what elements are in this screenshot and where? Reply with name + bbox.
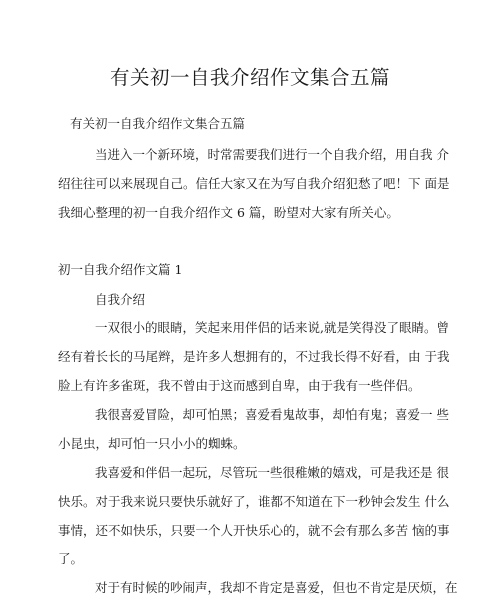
paragraph-line: 绍往往可以来展现自己。信任大家又在为写自我介绍犯愁了吧！下 面是 [58, 176, 450, 191]
paragraph-line: 了。 [58, 551, 84, 566]
essay-title: 自我介绍 [95, 292, 146, 307]
paragraph-line: 我很喜爱冒险，却可怕黑；喜爱看鬼故事，却怕有鬼；喜爱一 些 [95, 407, 449, 422]
paragraph-line: 脸上有许多雀斑，我不曾由于这而感到自卑，由于我有一些伴侣。 [58, 378, 421, 393]
subtitle-line: 有关初一自我介绍作文集合五篇 [70, 116, 246, 131]
paragraph-line: 经有着长长的马尾辫，是许多人想拥有的，不过我长得不好看，由 于我 [58, 349, 450, 364]
paragraph-line: 快乐。对于我来说只要快乐就好了，谁都不知道在下一秒钟会发生 什么 [58, 494, 450, 509]
paragraph-line: 一双很小的眼睛，笑起来用伴侣的话来说,就是笑得没了眼睛。曾 [95, 320, 449, 335]
paragraph-line: 对于有时候的吵闹声，我却不肯定是喜爱，但也不肯定是厌烦，在 [95, 580, 458, 595]
paragraph-line: 当进入一个新环境，时常需要我们进行一个自我介绍，用自我 介 [95, 147, 449, 162]
paragraph-line: 我喜爱和伴侣一起玩，尽管玩一些很稚嫩的嬉戏，可是我还是 很 [95, 465, 449, 480]
section-heading: 初一自我介绍作文篇 1 [58, 262, 183, 277]
paragraph-line: 我细心整理的初一自我介绍作文 6 篇，盼望对大家有所关心。 [58, 205, 399, 220]
paragraph-line: 事情，还不如快乐，只要一个人开快乐心的，就不会有那么多苦 恼的事 [58, 523, 450, 538]
document-title: 有关初一自我介绍作文集合五篇 [109, 66, 390, 89]
paragraph-line: 小昆虫，却可怕一只小小的蜘蛛。 [58, 436, 246, 451]
